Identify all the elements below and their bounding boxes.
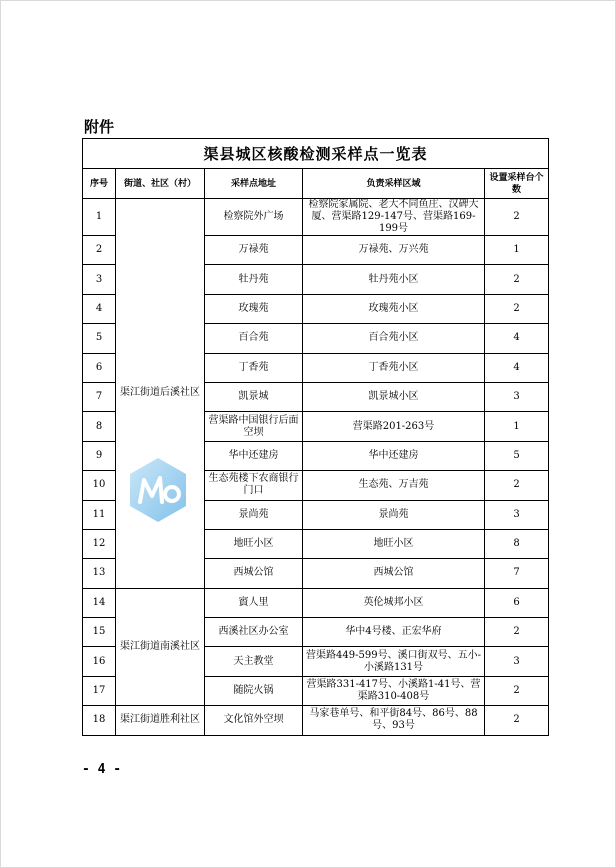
sampling-site: 检察院外广场 [205,199,303,236]
station-count: 3 [485,500,549,529]
header-no: 序号 [83,169,116,199]
sampling-area: 丁香苑小区 [303,353,485,382]
station-count: 2 [485,471,549,500]
station-count: 4 [485,353,549,382]
table-title: 渠县城区核酸检测采样点一览表 [83,139,549,169]
station-count: 2 [485,618,549,647]
row-number: 8 [83,412,116,441]
row-number: 7 [83,382,116,411]
row-number: 14 [83,588,116,617]
row-number: 11 [83,500,116,529]
sampling-site: 玫瑰苑 [205,294,303,323]
header-street: 街道、社区（村） [116,169,205,199]
mo-watermark-icon [128,456,188,524]
header-area: 负责采样区域 [303,169,485,199]
sampling-site: 地旺小区 [205,529,303,558]
sampling-area: 营渠路201-263号 [303,412,485,441]
station-count: 1 [485,236,549,265]
street-community: 渠江街道后溪社区 [116,199,205,589]
row-number: 10 [83,471,116,500]
row-number: 18 [83,706,116,735]
station-count: 5 [485,441,549,470]
table-header-row [83,169,549,199]
street-community: 渠江街道胜利社区 [116,706,205,735]
row-number: 2 [83,236,116,265]
table-row [83,588,549,617]
row-number: 6 [83,353,116,382]
station-count: 2 [485,706,549,735]
table-row [83,199,549,236]
sampling-site: 賨人里 [205,588,303,617]
station-count: 2 [485,294,549,323]
station-count: 3 [485,647,549,676]
sampling-site: 生态苑楼下农商银行门口 [205,471,303,500]
sampling-area: 凯景城小区 [303,382,485,411]
row-number: 5 [83,324,116,353]
street-community: 渠江街道南溪社区 [116,588,205,706]
sampling-area: 英伦城邦小区 [303,588,485,617]
row-number: 4 [83,294,116,323]
sampling-area: 华中4号楼、正宏华府 [303,618,485,647]
sampling-area: 景尚苑 [303,500,485,529]
row-number: 13 [83,559,116,588]
row-number: 12 [83,529,116,558]
sampling-area: 营渠路331-417号、小溪路1-41号、营渠路310-408号 [303,676,485,705]
page-number: - 4 - [82,762,122,777]
header-count: 设置采样台个数 [485,169,549,199]
row-number: 1 [83,199,116,236]
sampling-area: 万禄苑、万兴苑 [303,236,485,265]
sampling-area: 生态苑、万吉苑 [303,471,485,500]
sampling-site: 凯景城 [205,382,303,411]
sampling-site: 西城公馆 [205,559,303,588]
sampling-site: 景尚苑 [205,500,303,529]
attachment-label: 附件 [84,118,115,136]
sampling-site: 牡丹苑 [205,265,303,294]
sampling-site: 西溪社区办公室 [205,618,303,647]
station-count: 2 [485,265,549,294]
sampling-site: 文化馆外空坝 [205,706,303,735]
sampling-area: 西城公馆 [303,559,485,588]
station-count: 7 [485,559,549,588]
sampling-site: 天主教堂 [205,647,303,676]
sampling-site: 华中还建房 [205,441,303,470]
sampling-sites-table [82,138,549,736]
sampling-site: 营渠路中国银行后面空坝 [205,412,303,441]
row-number: 9 [83,441,116,470]
row-number: 3 [83,265,116,294]
sampling-site: 百合苑 [205,324,303,353]
sampling-area: 马家巷单号、和平街84号、86号、88号、93号 [303,706,485,735]
station-count: 8 [485,529,549,558]
station-count: 2 [485,676,549,705]
station-count: 6 [485,588,549,617]
station-count: 2 [485,199,549,236]
sampling-site: 万禄苑 [205,236,303,265]
sampling-area: 百合苑小区 [303,324,485,353]
station-count: 4 [485,324,549,353]
row-number: 15 [83,618,116,647]
sampling-site: 丁香苑 [205,353,303,382]
sampling-area: 牡丹苑小区 [303,265,485,294]
sampling-area: 玫瑰苑小区 [303,294,485,323]
sampling-area: 华中还建房 [303,441,485,470]
sampling-area: 营渠路449-599号、溪口街双号、五小-小溪路131号 [303,647,485,676]
sampling-area: 检察院家属院、老大不同鱼庄、汉碑大厦、营渠路129-147号、营渠路169-199号 [303,199,485,236]
row-number: 16 [83,647,116,676]
station-count: 3 [485,382,549,411]
sampling-area: 地旺小区 [303,529,485,558]
station-count: 1 [485,412,549,441]
table-row [83,706,549,735]
sampling-site: 随院火锅 [205,676,303,705]
row-number: 17 [83,676,116,705]
header-site: 采样点地址 [205,169,303,199]
